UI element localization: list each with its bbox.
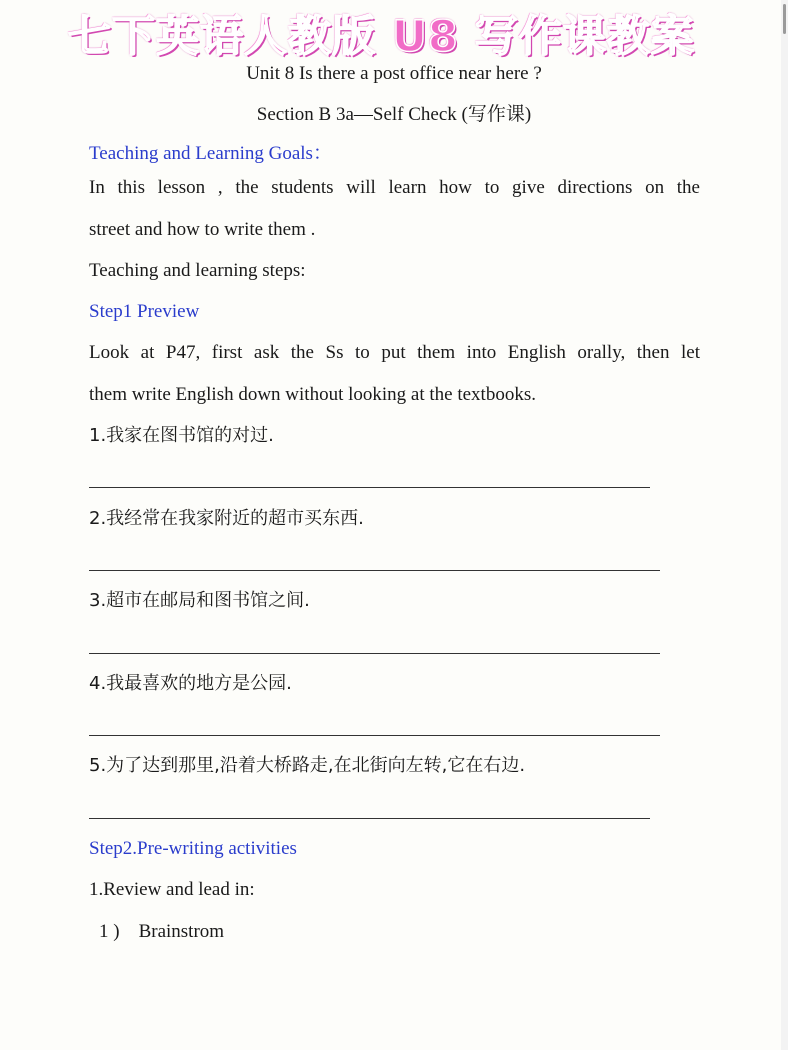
answer-line-1[interactable] — [89, 487, 650, 488]
scrollbar[interactable] — [781, 0, 788, 1050]
steps-heading: Teaching and learning steps: — [89, 260, 306, 281]
answer-line-3[interactable] — [89, 653, 660, 654]
scrollbar-thumb[interactable] — [783, 4, 786, 34]
section-title: Section B 3a—Self Check (写作课) — [256, 104, 532, 125]
answer-line-2[interactable] — [89, 570, 660, 571]
goals-line-1: In this lesson , the students will learn how to give directions on the — [89, 177, 700, 198]
unit-title: Unit 8 Is there a post office near here ? — [246, 63, 542, 84]
exercise-item-1: 1.我家在图书馆的对过. — [89, 425, 274, 446]
step2-list-item-1: 1 ) Brainstrom — [99, 921, 225, 942]
answer-line-5[interactable] — [89, 818, 650, 819]
banner-title: 七下英语人教版 U8 写作课教案 — [68, 12, 695, 62]
goals-heading: Teaching and Learning Goals： — [89, 143, 332, 164]
step2-subheading: 1.Review and lead in: — [89, 879, 255, 900]
step1-instruction-line-1: Look at P47, first ask the Ss to put them into English orally, then let — [89, 342, 700, 363]
goals-line-2: street and how to write them . — [89, 219, 316, 240]
exercise-item-5: 5.为了达到那里,沿着大桥路走,在北街向左转,它在右边. — [89, 755, 526, 776]
step1-heading: Step1 Preview — [89, 301, 200, 322]
exercise-item-3: 3.超市在邮局和图书馆之间. — [89, 590, 310, 611]
step1-instruction-line-2: them write English down without looking at the textbooks. — [89, 384, 536, 405]
answer-line-4[interactable] — [89, 735, 660, 736]
exercise-item-4: 4.我最喜欢的地方是公园. — [89, 673, 292, 694]
exercise-item-2: 2.我经常在我家附近的超市买东西. — [89, 508, 364, 529]
step2-heading: Step2.Pre-writing activities — [89, 838, 297, 859]
